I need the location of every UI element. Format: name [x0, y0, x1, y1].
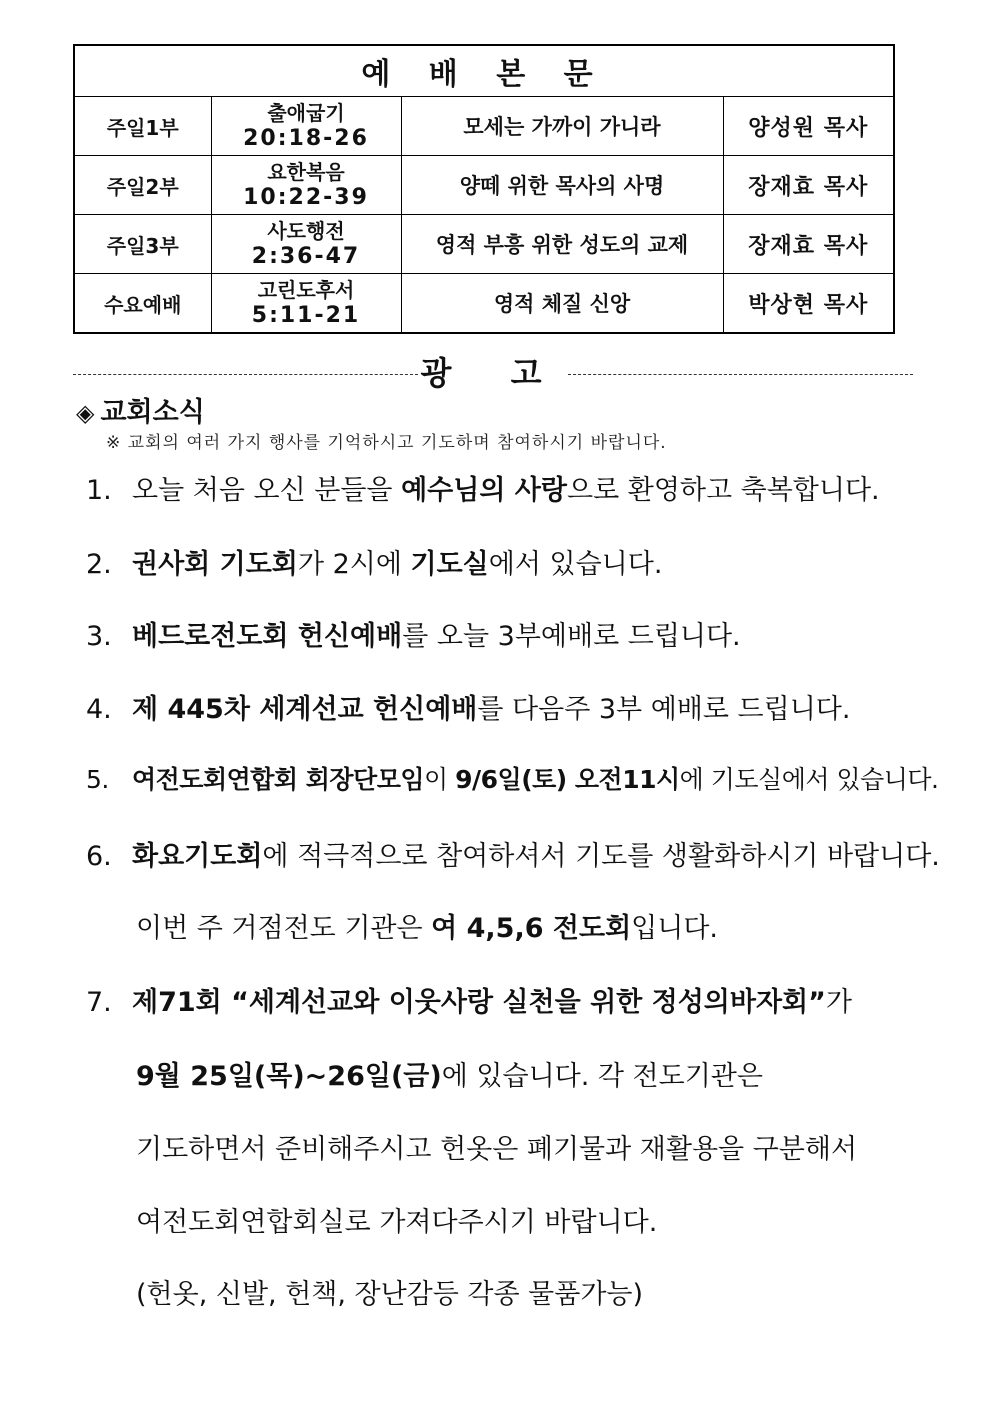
notice-highlight: 기도실	[410, 549, 489, 580]
scripture-ref	[211, 274, 401, 334]
notice-text: 가	[825, 987, 852, 1018]
book-name: 고린도후서	[257, 278, 355, 302]
notice-highlight: 9/6일(토) 오전11시	[455, 765, 680, 794]
sermon-table	[73, 44, 895, 334]
preacher: 장재효 목사	[723, 215, 894, 274]
scripture-ref	[211, 156, 401, 215]
preacher: 장재효 목사	[723, 156, 894, 215]
notice-continuation	[136, 906, 718, 945]
notice-continuation	[136, 1127, 857, 1166]
divider-line	[73, 374, 418, 375]
notice-text: 에서 있습니다.	[488, 549, 663, 580]
diamond-icon: ◈	[76, 399, 95, 427]
verse-range: 10:22-39	[243, 185, 369, 210]
notice-text: 에 기도실에서 있습니다.	[679, 765, 939, 794]
notice-continuation	[136, 1272, 643, 1311]
notice-text: 를 오늘 3부예배로 드립니다.	[402, 621, 741, 652]
notice-highlight: 제 445차 세계선교 헌신예배	[132, 694, 478, 725]
notice-text: (헌옷, 신발, 헌책, 장난감등 각종 물품가능)	[136, 1279, 644, 1310]
sermon-row	[74, 97, 894, 156]
notice-item	[86, 542, 662, 581]
notice-item	[86, 760, 939, 796]
book-name: 출애굽기	[267, 101, 345, 125]
notice-number: 4.	[86, 694, 112, 725]
notice-text: 오늘 처음 오신 분들을	[132, 475, 402, 506]
notice-highlight: 베드로전도회 헌신예배	[132, 621, 403, 652]
notice-highlight: 예수님의 사랑	[401, 475, 567, 506]
notice-number: 2.	[86, 549, 112, 580]
notice-number: 3.	[86, 621, 112, 652]
notice-text: 이번 주 거점전도 기관은	[136, 913, 432, 944]
notice-text: 에 있습니다. 각 전도기관은	[441, 1061, 763, 1092]
sermon-title: 양떼 위한 목사의 사명	[401, 156, 723, 215]
notice-highlight: 권사회 기도회	[132, 549, 298, 580]
sermon-row	[74, 274, 894, 334]
section-title: 교회소식	[100, 397, 205, 428]
service-name: 수요예배	[74, 274, 211, 334]
news-note: ※ 교회의 여러 가지 행사를 기억하시고 기도하며 참여하시기 바랍니다.	[106, 433, 667, 453]
service-name: 주일2부	[74, 156, 211, 215]
preacher: 양성원 목사	[723, 97, 894, 156]
notice-item	[86, 468, 880, 507]
notice-highlight: 여전도회연합회 회장단모임	[132, 765, 425, 794]
preacher: 박상현 목사	[723, 274, 894, 334]
notice-continuation	[136, 1200, 657, 1239]
sermon-row	[74, 215, 894, 274]
verse-range: 20:18-26	[243, 126, 369, 151]
notice-highlight: 제71회 “세계선교와 이웃사랑 실천을 위한 정성의바자회”	[132, 987, 826, 1018]
notice-item	[86, 980, 852, 1019]
book-name: 요한복음	[267, 160, 345, 184]
verse-range: 2:36-47	[251, 244, 361, 269]
sermon-row	[74, 156, 894, 215]
notice-text: 여전도회연합회실로 가져다주시기 바랍니다.	[136, 1207, 658, 1238]
notice-number: 7.	[86, 987, 112, 1018]
notice-item	[86, 687, 850, 726]
notice-continuation	[136, 1054, 763, 1093]
notice-highlight: 9월 25일(목)~26일(금)	[136, 1061, 442, 1092]
sermon-title: 영적 체질 신앙	[401, 274, 723, 334]
notice-text: 기도하면서 준비해주시고 헌옷은 폐기물과 재활용을 구분해서	[136, 1134, 858, 1165]
notice-text: 가 2시에	[297, 549, 411, 580]
notice-highlight: 화요기도회	[132, 841, 263, 872]
verse-range: 5:11-21	[251, 303, 361, 328]
notice-text: 에 적극적으로 참여하셔서 기도를 생활화하시기 바랍니다.	[262, 841, 940, 872]
notice-text: 입니다.	[631, 913, 719, 944]
service-name: 주일3부	[74, 215, 211, 274]
ads-header-label: 광 고	[420, 354, 566, 392]
notice-text: 으로 환영하고 축복합니다.	[566, 475, 880, 506]
notice-text: 를 다음주 3부 예배로 드립니다.	[477, 694, 851, 725]
notice-number: 5.	[86, 765, 109, 794]
church-news-heading	[76, 390, 205, 429]
book-name: 사도행전	[267, 219, 345, 243]
notice-item	[86, 614, 741, 653]
sermon-title: 모세는 가까이 가니라	[401, 97, 723, 156]
notice-highlight: 여 4,5,6 전도회	[431, 913, 632, 944]
divider-line	[568, 374, 913, 375]
notice-item	[86, 834, 940, 873]
scripture-ref	[211, 215, 401, 274]
ads-header	[73, 348, 913, 392]
notice-number: 6.	[86, 841, 112, 872]
sermon-table-title: 예 배 본 문	[74, 45, 894, 97]
scripture-ref	[211, 97, 401, 156]
sermon-title: 영적 부흥 위한 성도의 교제	[401, 215, 723, 274]
notice-number: 1.	[86, 475, 112, 506]
notice-text: 이	[424, 765, 456, 794]
service-name: 주일1부	[74, 97, 211, 156]
